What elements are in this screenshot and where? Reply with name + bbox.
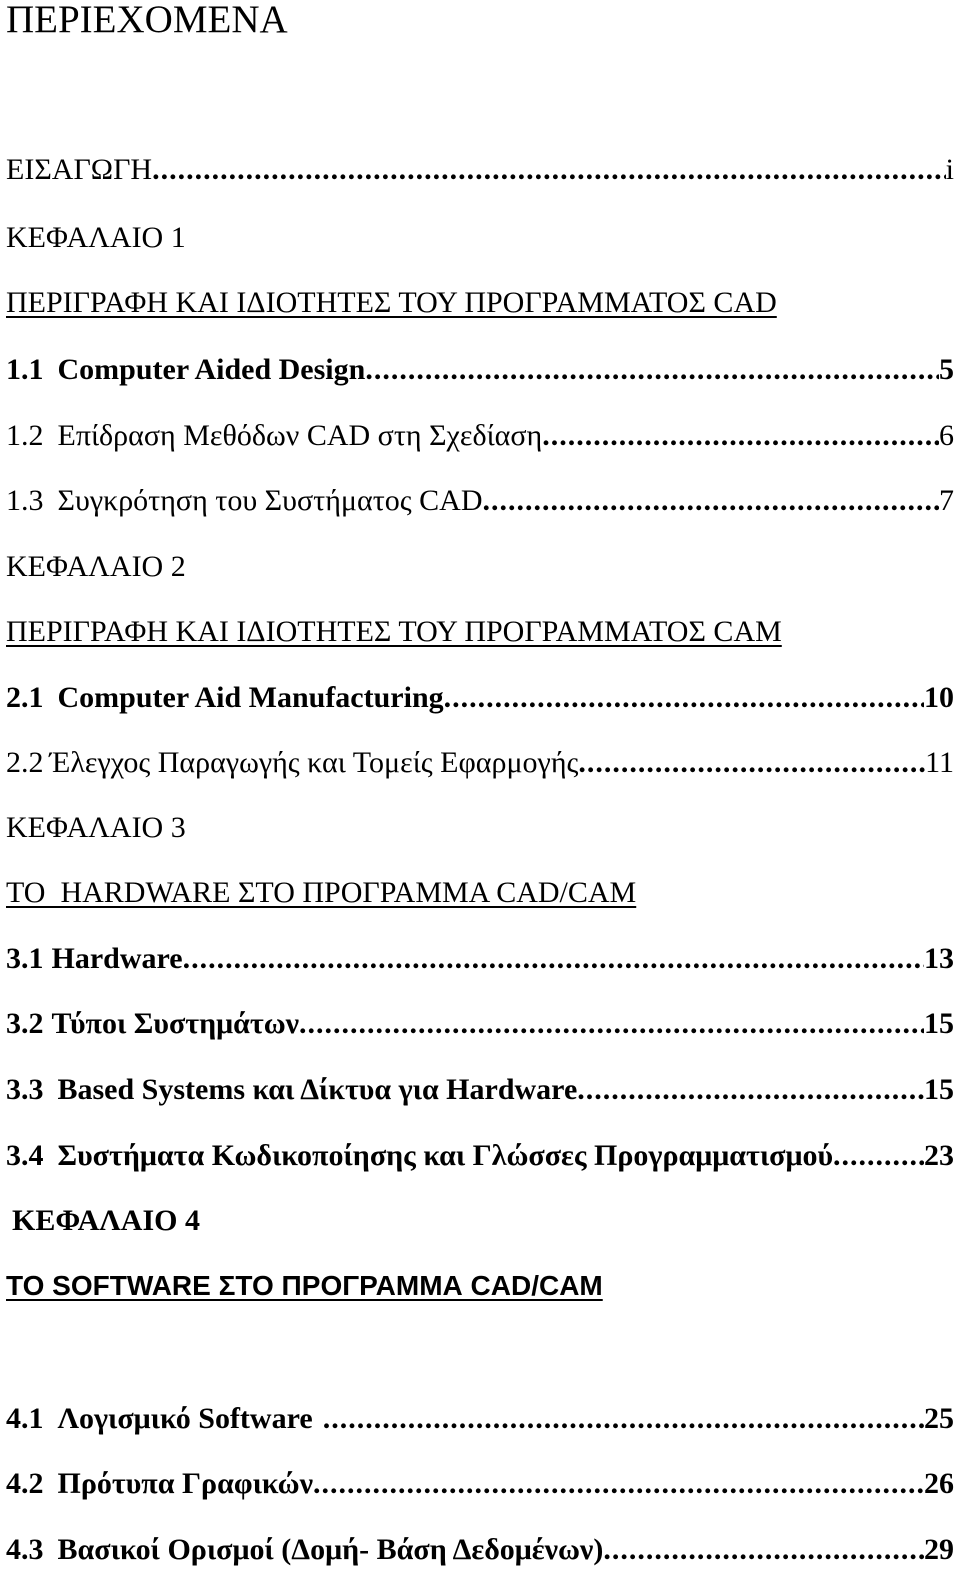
toc-page-number: 5 xyxy=(939,353,954,386)
toc-entry[interactable] xyxy=(6,743,954,783)
chapter-1-heading[interactable]: ΠΕΡΙΓΡΑΦΗ ΚΑΙ ΙΔΙΟΤΗΤΕΣ ΤΟΥ ΠΡΟΓΡΑΜΜΑΤΟΣ CAD xyxy=(6,286,777,319)
toc-entry[interactable] xyxy=(6,416,954,456)
toc-page-number: 15 xyxy=(924,1073,954,1106)
chapter-3-label: ΚΕΦΑΛΑΙΟ 3 xyxy=(6,811,186,844)
toc-page-number: 13 xyxy=(924,942,954,975)
chapter-2-heading[interactable]: ΠΕΡΙΓΡΑΦΗ ΚΑΙ ΙΔΙΟΤΗΤΕΣ ΤΟΥ ΠΡΟΓΡΑΜΜΑΤΟΣ CAM xyxy=(6,615,782,648)
toc-page-number: 25 xyxy=(924,1402,954,1435)
toc-section-number: 2.1 xyxy=(6,681,44,714)
toc-page-number: 7 xyxy=(939,484,954,517)
toc-leader xyxy=(152,150,946,190)
toc-section-number: 1.2 xyxy=(6,419,44,452)
toc-page-number: 15 xyxy=(924,1007,954,1040)
toc-page-number: 10 xyxy=(924,681,954,714)
toc-leader xyxy=(313,1464,924,1504)
toc-section-number: 4.3 xyxy=(6,1533,44,1566)
toc-section-title: Συγκρότηση του Συστήματος CAD xyxy=(57,484,483,517)
toc-section-number: 3.2 xyxy=(6,1007,44,1040)
toc-section-title: Based Systems και Δίκτυα για Hardware xyxy=(57,1073,578,1106)
toc-leader xyxy=(833,1136,924,1176)
toc-entry[interactable] xyxy=(6,350,954,390)
toc-section-title: Έλεγχος Παραγωγής και Τομείς Εφαρμογής xyxy=(49,746,579,779)
toc-intro-label: ΕΙΣΑΓΩΓΗ xyxy=(6,153,153,186)
toc-section-number: 3.1 xyxy=(6,942,44,975)
toc-section-number: 4.1 xyxy=(6,1402,44,1435)
toc-section-title: Λογισμικό Software xyxy=(57,1402,313,1435)
toc-leader xyxy=(323,1399,924,1439)
toc-section-title: Επίδραση Μεθόδων CAD στη Σχεδίαση xyxy=(57,419,543,452)
toc-leader xyxy=(542,416,939,456)
toc-entry[interactable] xyxy=(6,1004,954,1044)
toc-leader xyxy=(577,1070,924,1110)
toc-section-title: Computer Aided Design xyxy=(57,353,366,386)
chapter-2-label: ΚΕΦΑΛΑΙΟ 2 xyxy=(6,550,186,583)
toc-entry[interactable] xyxy=(6,939,954,979)
chapter-4-label: ΚΕΦΑΛΑΙΟ 4 xyxy=(12,1204,200,1237)
toc-section-title: Πρότυπα Γραφικών xyxy=(57,1467,313,1500)
page-title: ΠΕΡΙΕΧΟΜΕΝΑ xyxy=(6,0,288,41)
toc-page-number: 6 xyxy=(939,419,954,452)
toc-section-number: 4.2 xyxy=(6,1467,44,1500)
toc-section-number: 1.3 xyxy=(6,484,44,517)
toc-leader xyxy=(482,481,939,521)
toc-leader xyxy=(578,743,925,783)
toc-leader xyxy=(444,678,924,718)
toc-entry[interactable] xyxy=(6,1399,954,1439)
toc-section-number: 2.2 xyxy=(6,746,44,779)
toc-leader xyxy=(299,1004,924,1044)
toc-section-title: Computer Aid Manufacturing xyxy=(57,681,444,714)
toc-page-number: 11 xyxy=(925,746,954,779)
chapter-1-label: ΚΕΦΑΛΑΙΟ 1 xyxy=(6,221,186,254)
toc-section-title: Hardware xyxy=(51,942,183,975)
toc-page-number: 23 xyxy=(924,1139,954,1172)
toc-page-number: 29 xyxy=(924,1533,954,1566)
toc-section-title: Συστήματα Κωδικοποίησης και Γλώσσες Προγραμματισμού xyxy=(57,1139,834,1172)
toc-section-number: 1.1 xyxy=(6,353,44,386)
toc-section-number: 3.4 xyxy=(6,1139,44,1172)
toc-entry[interactable] xyxy=(6,1464,954,1504)
toc-section-number: 3.3 xyxy=(6,1073,44,1106)
chapter-4-heading[interactable]: ΤΟ SOFTWARE ΣΤΟ ΠΡΟΓΡΑΜΜΑ CAD/CAM xyxy=(6,1270,603,1301)
toc-leader xyxy=(603,1530,924,1570)
toc-entry[interactable] xyxy=(6,1070,954,1110)
toc-section-title: Βασικοί Ορισμοί (Δομή- Βάση Δεδομένων) xyxy=(57,1533,604,1566)
toc-entry[interactable] xyxy=(6,1530,954,1570)
toc-page-number: i xyxy=(945,153,954,186)
toc-entry[interactable] xyxy=(6,678,954,718)
chapter-3-heading[interactable]: ΤΟ HARDWARE ΣΤΟ ΠΡΟΓΡΑΜΜΑ CAD/CAM xyxy=(6,876,637,909)
toc-entry[interactable] xyxy=(6,481,954,521)
toc-page-number: 26 xyxy=(924,1467,954,1500)
toc-leader xyxy=(183,939,924,979)
toc-leader xyxy=(365,350,939,390)
toc-entry[interactable] xyxy=(6,1136,954,1176)
toc-section-title: Τύποι Συστημάτων xyxy=(51,1007,300,1040)
toc-intro[interactable] xyxy=(6,150,954,190)
